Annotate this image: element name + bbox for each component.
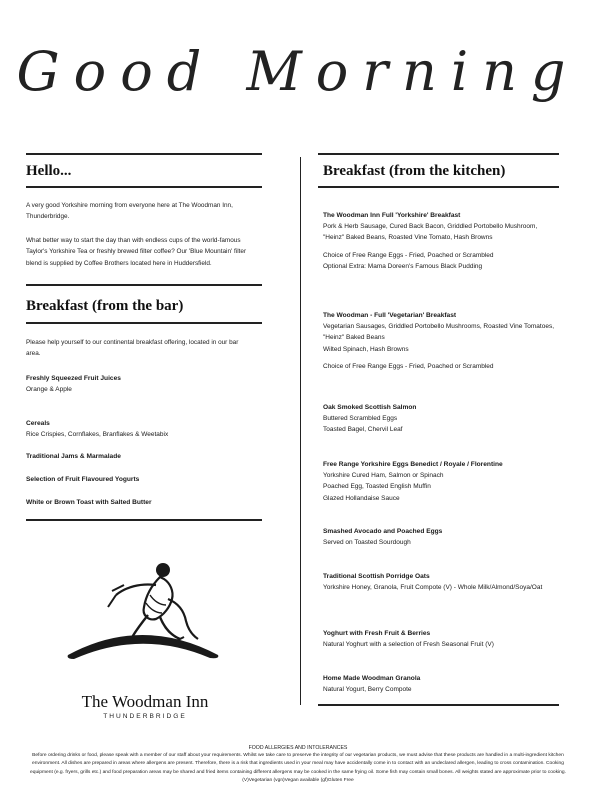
divider (26, 322, 262, 324)
woodman-logo (60, 555, 225, 670)
bar-intro: Please help yourself to our continental breakfast offering, located in our bar area. (26, 339, 239, 358)
item-title: Home Made Woodman Granola (323, 675, 421, 682)
item-desc: Choice of Free Range Eggs - Fried, Poached or Scrambled (323, 251, 494, 259)
hello-paragraph-1: A very good Yorkshire morning from everyone here at The Woodman Inn, Thunderbridge. (26, 202, 233, 221)
divider (318, 704, 559, 706)
allergy-footer (20, 744, 576, 785)
item-desc: Pork & Herb Sausage, Cured Back Bacon, Griddled Portobello Mushroom, "Heinz" Baked Beans, Roasted Vine Tomato, Hash Browns (323, 223, 538, 242)
item-title: Cereals (26, 420, 50, 427)
item-desc: Rice Crispies, Cornflakes, Branflakes & Weetabix (26, 431, 169, 438)
divider (318, 153, 559, 155)
bar-heading: Breakfast (from the bar) (26, 298, 184, 314)
list-item (26, 497, 256, 508)
inn-name: The Woodman Inn (81, 692, 209, 711)
divider (26, 284, 262, 286)
list-item (26, 474, 256, 485)
item-desc: Natural Yogurt, Berry Compote (323, 686, 412, 693)
item-desc: Orange & Apple (26, 386, 72, 393)
item-desc: Yorkshire Honey, Granola, Fruit Compote (V) - Whole Milk/Almond/Soya/Oat (323, 584, 543, 591)
item-title: Smashed Avocado and Poached Eggs (323, 528, 443, 535)
item-title: The Woodman Inn Full 'Yorkshire' Breakfast (323, 212, 461, 219)
item-title: Traditional Jams & Marmalade (26, 453, 121, 460)
list-item (26, 418, 256, 440)
kitchen-heading: Breakfast (from the kitchen) (323, 163, 506, 179)
item-desc: Choice of Free Range Eggs - Fried, Poached or Scrambled (323, 362, 494, 370)
item-desc: Toasted Bagel, Chervil Leaf (323, 426, 403, 434)
item-title: Yoghurt with Fresh Fruit & Berries (323, 630, 431, 637)
hello-heading: Hello... (26, 163, 72, 179)
hello-paragraph-2: What better way to start the day than with endless cups of the world-famous Taylor's Yorkshire Tea or freshly brewed filter coffee? Our 'Blue Mountain' filter blend is supplied by Coffee Brothers located here in Huddersfield. (26, 237, 247, 267)
list-item (323, 628, 558, 650)
divider (318, 186, 559, 188)
item-desc: Yorkshire Cured Ham, Salmon or Spinach (323, 472, 444, 479)
footer-text: Before ordering drinks or food, please speak with a member of our staff about your requirements. Whilst we take care to preserve the integrity of our vegetarian products, we must advise that these products are handled in a multi-ingredient kitchen environment. All dishes are prepared in areas where allergens are present. Therefore, there is a risk that ingredients used in your meal may have accidentally come in to contact with an undeclared allergen, leading to cross contamination. Cooking equipment (e.g. fryers, grills etc.) and food preparation areas may be shared and fried items containing different allergens may be cooked in the same frying oil. Some fish may contain small bones. All weights stated are approximate prior to cooking. (30, 753, 566, 775)
list-item (26, 373, 256, 395)
item-title: The Woodman - Full 'Vegetarian' Breakfast (323, 312, 457, 319)
inn-location: THUNDERBRIDGE (103, 713, 187, 720)
item-title: Free Range Yorkshire Eggs Benedict / Royale / Florentine (323, 461, 503, 468)
list-item (26, 451, 256, 462)
footer-legend: (V)Vegetarian (vgn)Vegan available (gf)Gluten Free (242, 777, 354, 783)
column-divider (300, 157, 301, 705)
item-desc: Vegetarian Sausages, Griddled Portobello Mushrooms, Roasted Vine Tomatoes, "Heinz" Baked Beans (323, 323, 555, 342)
list-item (323, 210, 558, 272)
footer-title: FOOD ALLERGIES AND INTOLERANCES (248, 745, 348, 751)
item-desc: Buttered Scrambled Eggs (323, 415, 398, 422)
list-item (323, 402, 558, 436)
divider (26, 186, 262, 188)
item-desc: Served on Toasted Sourdough (323, 539, 411, 546)
item-title: Traditional Scottish Porridge Oats (323, 573, 430, 580)
item-title: Selection of Fruit Flavoured Yogurts (26, 476, 140, 483)
item-desc: Poached Egg, Toasted English Muffin (323, 483, 431, 491)
list-item (323, 571, 558, 593)
divider (26, 153, 262, 155)
item-title: Oak Smoked Scottish Salmon (323, 404, 417, 411)
page-title: Good Morning (16, 40, 580, 103)
item-title: Freshly Squeezed Fruit Juices (26, 375, 121, 382)
item-title: White or Brown Toast with Salted Butter (26, 499, 152, 506)
item-desc: Optional Extra: Mama Doreen's Famous Black Pudding (323, 262, 483, 270)
list-item (323, 526, 558, 548)
list-item (323, 310, 558, 372)
item-desc: Glazed Hollandaise Sauce (323, 494, 400, 502)
list-item (323, 673, 558, 695)
item-desc: Natural Yoghurt with a selection of Fresh Seasonal Fruit (V) (323, 641, 494, 648)
divider (26, 519, 262, 521)
item-desc: Wilted Spinach, Hash Browns (323, 345, 409, 353)
list-item (323, 459, 558, 504)
